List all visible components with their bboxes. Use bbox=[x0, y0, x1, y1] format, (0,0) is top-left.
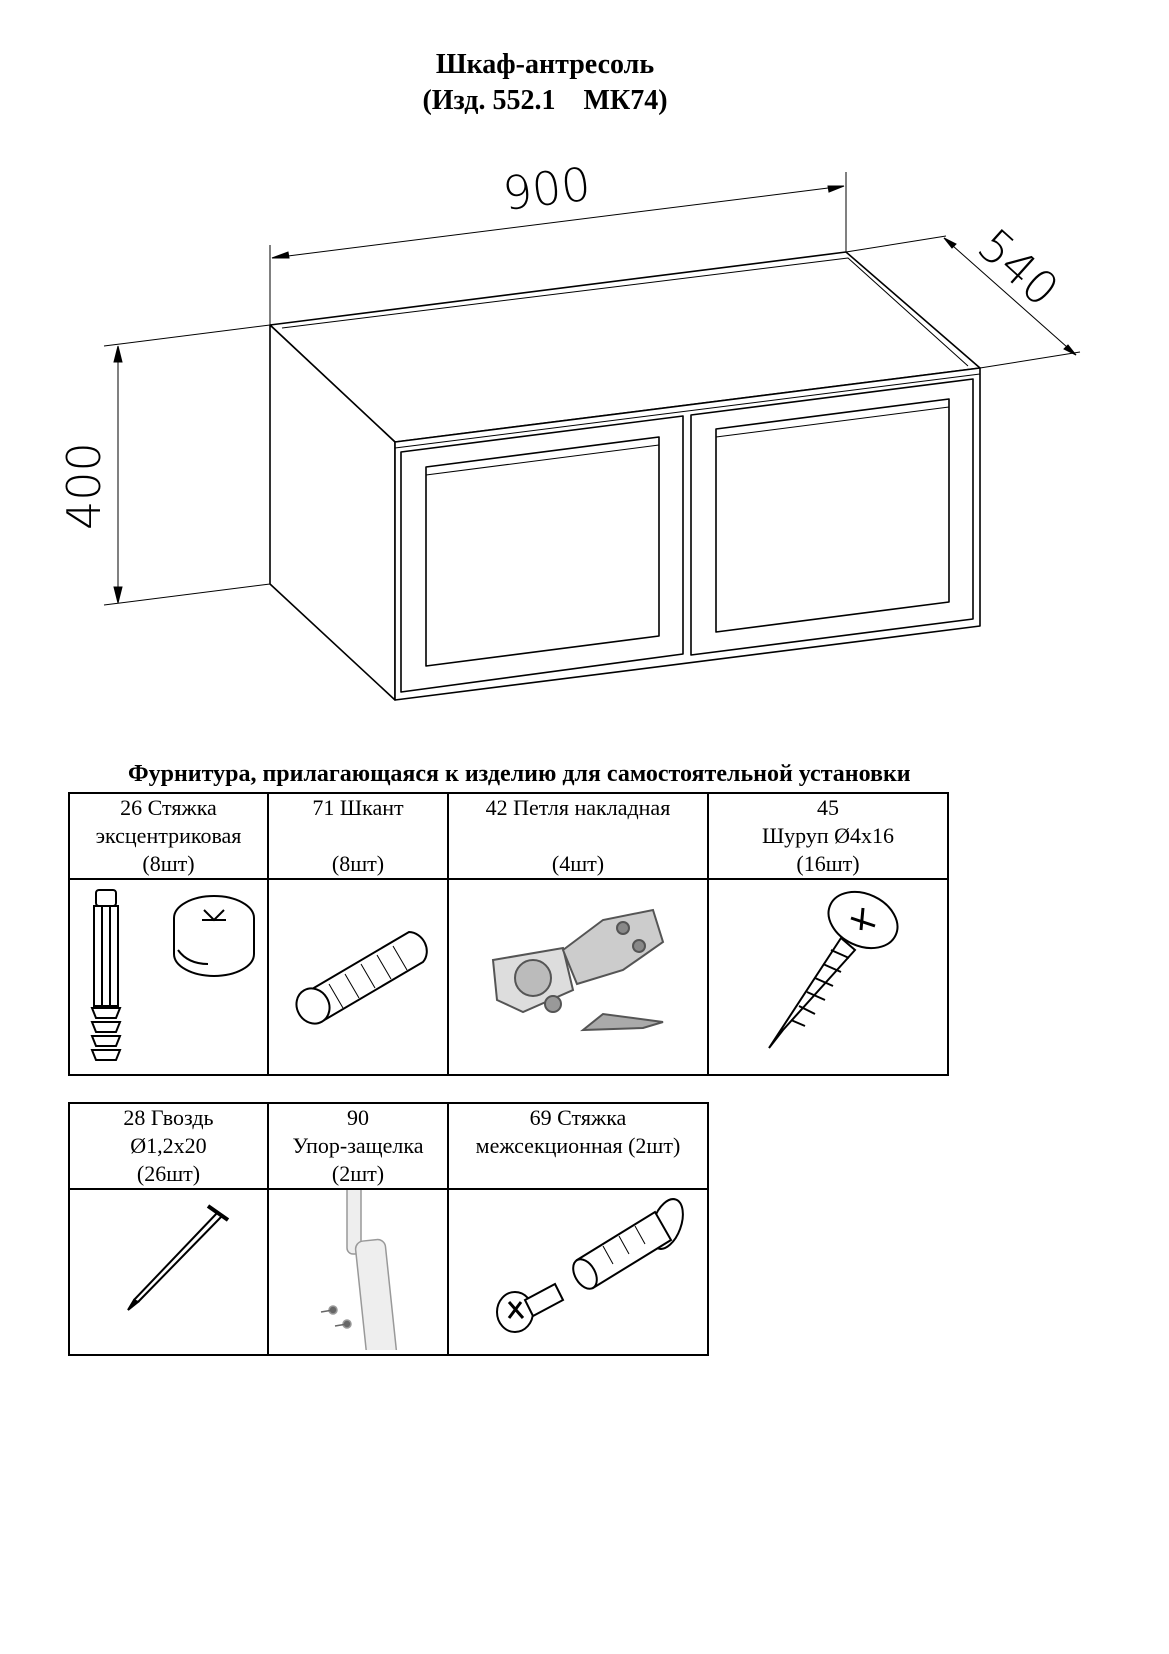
item-name: Шуруп Ø4х16 bbox=[761, 823, 895, 848]
hardware-table-2 bbox=[68, 1102, 709, 1356]
item-name: 28 Гвоздь bbox=[123, 1105, 214, 1130]
hardware-picture-cell bbox=[268, 879, 448, 1075]
item-name: 71 Шкант bbox=[312, 795, 404, 820]
item-name: 42 Петля накладная bbox=[485, 795, 671, 820]
hardware-picture-cell bbox=[69, 879, 268, 1075]
item-qty: (2шт) bbox=[331, 1161, 385, 1186]
item-name: эксцентриковая bbox=[95, 823, 242, 848]
document-subtitle: (Изд. 552.1 МК74) bbox=[422, 85, 668, 116]
item-name bbox=[269, 822, 447, 850]
eccentric-tie-icon bbox=[74, 880, 264, 1070]
hardware-cell bbox=[268, 793, 448, 879]
hardware-picture-cell bbox=[448, 879, 708, 1075]
hardware-cell bbox=[268, 1103, 448, 1189]
depth-dimension-label: 540 bbox=[967, 218, 1070, 317]
screw-icon bbox=[713, 880, 943, 1070]
item-name: 90 bbox=[347, 1105, 369, 1130]
item-qty: (16шт) bbox=[796, 851, 860, 876]
hardware-picture-cell bbox=[268, 1189, 448, 1355]
push-latch-icon bbox=[273, 1190, 443, 1350]
item-qty: (8шт) bbox=[142, 851, 195, 876]
hardware-table-1 bbox=[68, 792, 949, 1076]
item-name: Ø1,2х20 bbox=[130, 1133, 207, 1158]
hardware-picture-cell bbox=[708, 879, 948, 1075]
item-qty: (26шт) bbox=[136, 1161, 201, 1186]
height-dimension-label: 400 bbox=[57, 442, 111, 530]
item-name: 45 bbox=[817, 795, 839, 820]
item-qty: (4шт) bbox=[551, 851, 605, 876]
hardware-cell bbox=[69, 1103, 268, 1189]
hardware-picture-cell bbox=[448, 1189, 708, 1355]
dowel-icon bbox=[273, 880, 443, 1070]
hardware-picture-cell bbox=[69, 1189, 268, 1355]
cabinet-drawing bbox=[0, 130, 1169, 720]
item-name: 26 Стяжка bbox=[120, 795, 217, 820]
document-title: Шкаф-антресоль bbox=[435, 49, 655, 80]
item-name bbox=[449, 822, 707, 850]
hardware-heading: Фурнитура, прилагающаяся к изделию для самостоятельной установки bbox=[128, 761, 911, 787]
item-qty: (8шт) bbox=[331, 851, 385, 876]
hinge-icon bbox=[453, 880, 703, 1070]
item-name: межсекционная (2шт) bbox=[475, 1133, 681, 1158]
connector-bolt-icon bbox=[453, 1190, 703, 1350]
item-name: Упор-защелка bbox=[292, 1133, 424, 1158]
hardware-cell bbox=[69, 793, 268, 879]
width-dimension-label: 900 bbox=[499, 156, 594, 221]
nail-icon bbox=[74, 1190, 264, 1350]
hardware-cell bbox=[448, 1103, 708, 1189]
hardware-cell bbox=[448, 793, 708, 879]
item-name: 69 Стяжка bbox=[529, 1105, 627, 1130]
hardware-cell bbox=[708, 793, 948, 879]
